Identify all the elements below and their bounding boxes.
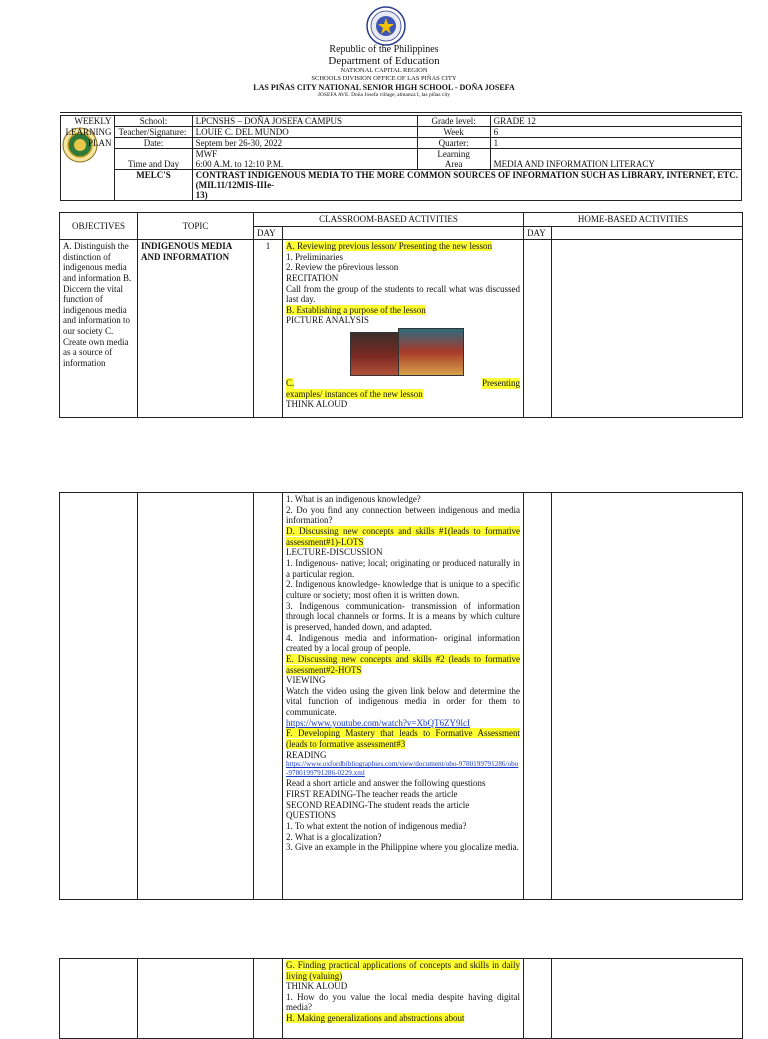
video-link[interactable]: https://www.youtube.com/watch?v=XbQT6ZY9lcI xyxy=(286,717,470,728)
photo-group-2 xyxy=(398,328,464,376)
reading-text: Read a short article and answer the following questions xyxy=(286,778,486,789)
objectives-header: OBJECTIVES xyxy=(60,213,138,240)
week-label: Week xyxy=(417,127,490,138)
home-activities-cont-cell xyxy=(552,493,743,900)
reading-question-2: 2. What is a glocalization? xyxy=(286,831,382,842)
classroom-header: CLASSROOM-BASED ACTIVITIES xyxy=(254,213,524,227)
lecture-item-3: 3. Indigenous communication- transmission of information through local channels or forms. It is a means by which culture is preserved, handed down, and adapted. xyxy=(286,600,520,632)
time-days: MWF xyxy=(195,149,218,159)
school-label: School: xyxy=(115,116,192,127)
date-label: Date: xyxy=(115,138,192,149)
activity-c-word: Presenting xyxy=(482,377,521,388)
activity-b-title: B. Establishing a purpose of the lesson xyxy=(286,304,426,315)
lecture-item-1: 1. Indigenous- native; local; originating or produced naturally in a particular region. xyxy=(286,557,520,579)
week-value: 6 xyxy=(490,127,741,138)
teacher-value: LOUIE C. DEL MUNDO xyxy=(192,127,417,138)
topic-cell: INDIGENOUS MEDIA AND INFORMATION xyxy=(138,240,254,418)
blank-header-cell-home xyxy=(552,226,743,240)
address-line: JOSEFA AVE. Doña Josefa village, almanza I, las piñas city xyxy=(317,92,451,98)
area-label xyxy=(417,149,490,170)
home-day-cont-cell xyxy=(524,493,552,900)
viewing-text: Watch the video using the given link below and determine the vital function of indigenous media in order for them to communicate. xyxy=(286,685,520,718)
teacher-label: Teacher/Signature: xyxy=(115,127,192,138)
quarter-value: 1 xyxy=(490,138,741,149)
recitation-text: Call from the group of the students to recall what was discussed last day. xyxy=(286,283,521,305)
home-day-cell xyxy=(524,240,552,418)
activities-cell xyxy=(283,240,524,418)
weekly-label: WEEKLY xyxy=(74,116,112,126)
viewing-label: VIEWING xyxy=(286,675,326,686)
lecture-item-2: 2. Indigenous knowledge- knowledge that is unique to a specific culture or society; most often it is written down. xyxy=(286,579,520,600)
melc-value xyxy=(192,170,741,201)
grade-label: Grade level: xyxy=(417,116,490,127)
lecture-item-4: 4. Indigenous media and information- original information created by a local group of people. xyxy=(286,632,520,654)
photo-group-1 xyxy=(350,332,404,376)
activity-a2: 2. Review the p6revious lesson xyxy=(286,262,399,273)
activities-cont-cell xyxy=(283,493,524,900)
activity-a1: 1. Preliminaries xyxy=(286,251,343,262)
reading-question-1: 1. To what extent the notion of indigenous media? xyxy=(286,821,467,832)
question-2: 2. Do you find any connection between indigenous and media information? xyxy=(286,504,520,526)
activity-table-continued xyxy=(59,492,743,900)
time-label: Time and Day xyxy=(115,149,192,170)
home-day-p3-cell xyxy=(524,959,552,1039)
activities-p3-cell xyxy=(283,959,524,1039)
region-line: NATIONAL CAPITAL REGION xyxy=(340,67,428,74)
learning-label: LEARNING xyxy=(65,127,112,137)
area-value: MEDIA AND INFORMATION LITERACY xyxy=(490,149,741,170)
think-aloud-label-p3: THINK ALOUD xyxy=(286,981,348,992)
plan-label-cell xyxy=(61,116,115,201)
grade-value: GRADE 12 xyxy=(490,116,741,127)
recitation-label: RECITATION xyxy=(286,272,339,283)
activity-h-title: H. Making generalizations and abstractions about xyxy=(286,1012,465,1023)
lecture-label: LECTURE-DISCUSSION xyxy=(286,547,383,558)
day-cont-cell xyxy=(254,493,283,900)
home-activities-p3-cell xyxy=(552,959,743,1039)
picture-analysis-photos xyxy=(350,328,464,376)
melc-label: MELC'S xyxy=(115,170,192,201)
picture-analysis-label: PICTURE ANALYSIS xyxy=(286,315,369,326)
date-value: Septem ber 26-30, 2022 xyxy=(192,138,417,149)
day-header-home: DAY xyxy=(524,226,552,240)
topic-p3-cell xyxy=(138,959,254,1039)
reading-link[interactable]: https://www.oxfordbibliographies.com/view/document/obo-9780199791286/obo-9780199791286-0229.xml xyxy=(286,760,519,778)
home-header: HOME-BASED ACTIVITIES xyxy=(524,213,743,227)
objectives-p3-cell xyxy=(60,959,138,1039)
time-value xyxy=(192,149,417,170)
document-letterhead xyxy=(0,44,768,99)
department-line: Department of Education xyxy=(328,55,440,67)
melc-line-1: CONTRAST INDIGENOUS MEDIA TO THE MORE COMMON SOURCES OF INFORMATION SUCH AS LIBRARY, INTERNET, ETC. xyxy=(195,170,738,180)
school-value: LPCNSHS – DOÑA JOSEFA CAMPUS xyxy=(192,116,417,127)
melc-line-3: 13) xyxy=(195,190,208,200)
home-activities-cell xyxy=(552,240,743,418)
school-line: LAS PIÑAS CITY NATIONAL SENIOR HIGH SCHOOL - DOÑA JOSEFA xyxy=(253,83,515,92)
valuing-question-1: 1. How do you value the local media despite having digital media? xyxy=(286,991,520,1013)
melc-line-2: (MIL11/12MIS-IIIe- xyxy=(195,180,275,190)
header-divider xyxy=(60,112,742,113)
second-reading: SECOND READING-The student reads the article xyxy=(286,799,470,810)
activity-d-title: D. Discussing new concepts and skills #1(leads to formative assessment#1)-LOTS xyxy=(286,525,520,547)
time-hours: 6:00 A.M. to 12:10 P.M. xyxy=(195,159,284,169)
first-reading: FIRST READING-The teacher reads the article xyxy=(286,789,458,800)
objectives-cell: A. Distinguish the distinction of indigenous media and information B. Diccern the vital function of indigenous media and information to our society C. Create own media as a source of information xyxy=(60,240,138,418)
questions-label: QUESTIONS xyxy=(286,810,337,821)
plan-label: PLAN xyxy=(87,138,112,148)
day-cell: 1 xyxy=(254,240,283,418)
question-1: 1. What is an indigenous knowledge? xyxy=(286,494,421,504)
objectives-cont-cell xyxy=(60,493,138,900)
quarter-label: Quarter: xyxy=(417,138,490,149)
area-label-1: Learning xyxy=(437,149,470,159)
area-label-2: Area xyxy=(444,159,463,169)
topic-header: TOPIC xyxy=(138,213,254,240)
activity-table-page3 xyxy=(59,958,743,1039)
division-line: SCHOOLS DIVISION OFFICE OF LAS PIÑAS CITY xyxy=(311,75,457,82)
republic-line: Republic of the Philippines xyxy=(329,44,439,55)
activity-c-letter: C. xyxy=(286,377,295,388)
activity-f-title: F. Developing Mastery that leads to Formative Assessment (leads to formative assessment#3 xyxy=(286,728,520,750)
reading-label: READING xyxy=(286,749,327,760)
plan-info-table xyxy=(60,115,742,201)
activity-c-rest: examples/ instances of the new lesson xyxy=(286,388,423,399)
deped-seal xyxy=(366,6,406,46)
activity-e-title: E. Discussing new concepts and skills #2 (leads to formative assessment#2-HOTS xyxy=(286,653,520,675)
think-aloud-label: THINK ALOUD xyxy=(286,399,348,410)
day-p3-cell xyxy=(254,959,283,1039)
activity-g-title: G. Finding practical applications of concepts and skills in daily living (valuing) xyxy=(286,960,520,981)
reading-question-3: 3. Give an example in the Philippine where you glocalize media. xyxy=(286,842,519,853)
activity-table xyxy=(59,212,743,418)
activity-a-title: A. Reviewing previous lesson/ Presenting the new lesson xyxy=(286,241,492,252)
blank-header-cell xyxy=(283,226,524,240)
topic-cont-cell xyxy=(138,493,254,900)
day-header: DAY xyxy=(254,226,283,240)
